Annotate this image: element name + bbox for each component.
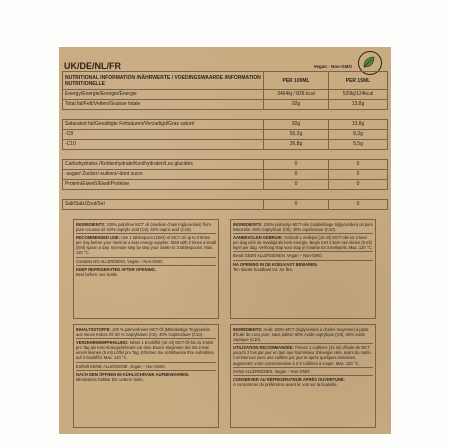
row-value-15ml: 0 [329,200,388,210]
table-row [63,120,388,130]
row-value-100ml: 0 [264,180,329,190]
section-text: 100% palmfree MCT oil (medium chain triglycerides) from pure coconut oil: 60% caprylic acid (C8), 40% capric acid (C10). [76,222,211,233]
column-per-100ml: PER 100ML [264,72,329,90]
column-per-15ml: PER 15ML [329,72,388,90]
table-row [63,100,388,110]
row-value-100ml: 0 [264,160,329,170]
row-value-15ml: 8,3g [329,130,388,140]
section-text: Nimm 1 Esslöffel (15 ml) MCT-Öl bis zu 3-Mal pro Tag als Keto-Energielieferant vor dem Essen. Beginnen Sie mit 2-mal einem kleinen (5 ml) Löffel pro Tag. Erhöhen Sie schrittweise Ihre Aufnahme auf 3 Esslöffel. Max. 120 °C. [76,340,214,361]
fr-storage: CONSERVER AU RÉFRIGÉRATEUR APRÈS OUVERTURE. À consommer de préférence avant le: voir sur la bouteille. [233,376,345,387]
table-row [63,170,388,180]
row-label: Salt/Salz/Zout/Sel [63,200,264,210]
section-text: 100% palmvrije MCT-olie (middellange triglyceriden) uit pure kokosolie: 60% Caprylzuur (C8), 40% caprinezuur (C10). [233,222,373,233]
section-heading: INGREDIENTS: [76,222,106,227]
section-heading: AANBEVOLEN GEBRUIK: [233,235,284,241]
table-row [63,130,388,140]
row-label: Total fat/Fett/Vetten/Graisse totale [63,100,264,110]
uk-recommended-use [76,234,216,257]
row-value-15ml: 13,8g [329,120,388,130]
row-label: -C10 [63,140,264,150]
nl-recommended-use [233,234,373,252]
section-heading: RECOMMENDED USE: [76,235,120,241]
table-row [63,140,388,150]
table-row [63,160,388,170]
row-label: -C8 [63,130,264,140]
product-label [59,47,391,434]
section-heading: INGREDIENTS: [233,222,263,227]
fr-allergens: SANS ALLERGÈNES. Vegan – Non-GMO. [233,368,373,376]
row-label: Protein/Eiweiß/Eiwit/Protéine [63,180,264,190]
row-value-100ml: 36,8g [264,140,329,150]
nl-ingredients [233,221,373,234]
nutrition-table [62,71,388,210]
fr-recommended-use [233,344,373,367]
table-row [63,200,388,210]
table-head-label: NUTRITIONAL INFORMATION /NÄHRWERTE / VOEDINGSWAARDE /INFORMATION NUTRITIONELLE [63,72,264,90]
section-text: Prenez 1 cuillères (15 ml) d'huile de MCT jusqu'à 3 fois par jour en tant que fournisseur d'énergie céto, avant du matin. Commencez avec une cuillère par jour et après quelques semaines, augmentez votre consommation à 2-3 cuillères à soupe. Max. 120 °C. [233,345,372,366]
row-value-15ml: 13,8g [329,100,388,110]
row-value-100ml: 92g [264,120,329,130]
row-value-15ml: 5,5g [329,140,388,150]
language-title: UK/DE/NL/FR [64,61,121,71]
nl-info-box [230,219,376,319]
section-text: 100 % palmenfreies MCT-Öl (Mittelkettige Triglyceride aus reines Kokos-Öl: 60 % Caprylsäure (C8), 40% Caprinsäure (C10). [76,327,210,338]
label-header [62,55,388,71]
table-row [63,90,388,100]
row-value-15ml: 0 [329,180,388,190]
section-text: Gebruik 1 eetlepel (15 ml) MCT-olie tot 3 keer per dag vóór de maaltijd als keto-energie. Begin met 2 keer een kleine (5 ml) lepel per dag. Verhoog stap voor stap je inname tot 3 eetlepels. Max. 120 °C. [233,235,373,251]
uk-storage: KEEP REFRIGERATED AFTER OPENING. Best before: see bottle. [76,266,156,277]
nl-storage: NA OPENING IN DE KOELKAST BEWAREN. Ten minste houdbaar tot: zie fles. [233,261,318,272]
fr-info-box [230,324,376,428]
uk-info-box [73,219,219,319]
row-label: -sugar/-Zucker/-suikers/-dont sucre [63,170,264,180]
row-value-100ml: 0 [264,170,329,180]
uk-ingredients [76,221,216,234]
section-heading: INGRÉDIENTS: [233,327,263,332]
vegan-badge: Vegan · Non-GMO [313,64,352,69]
row-label: Carbohydrates /Kohlenhydrate/Koolhydraten/Les glucides [63,160,264,170]
row-value-15ml: 0 [329,160,388,170]
section-text: Huile 100% MCT (triglycérides à chaîne moyenne) à partir d'huile de coco pure, sans palme: 60% Acide caprylique (C8), 40% Acide caprique (C10). [233,327,369,343]
row-value-15ml: 520kj/124kcal [329,90,388,100]
row-value-100ml: 0 [264,200,329,210]
row-value-100ml: 3464kj / 828 kcal [264,90,329,100]
de-storage: NACH DEM ÖFFNEN IM KÜHLSCHRANK AUFBEWAHREN. Mindestens haltbar bis: unterer Seite. [76,371,190,382]
row-value-100ml: 92g [264,100,329,110]
section-heading: INHALTSSTOFFE: [76,327,111,332]
table-header-row [63,72,388,90]
de-allergens: Enthält KEINE ALLERGENE. Vegan – Non-GMO. [76,363,216,371]
row-value-100ml: 55,2g [264,130,329,140]
de-recommended-use [76,339,216,362]
row-value-15ml: 0 [329,170,388,180]
row-label: Saturated fat/Gesättigte Fettsäuren/Verzadigd/Gras saturé [63,120,264,130]
row-label: Energy/Energie/Energie/Énergie [63,90,264,100]
de-info-box [73,324,219,428]
section-heading: VERZEHRNEMPFEHLUNG: [76,340,129,346]
section-heading: UTILISATION RECOMMANDÉE: [233,345,294,351]
uk-allergens: Contains NO ALLERGENS. Vegan – Non-GMO. [76,258,216,266]
fr-ingredients [233,326,373,344]
nl-allergens: Bevat GEEN ALLERGENEN. Vegan – Non-GMO. [233,252,373,260]
table-row [63,180,388,190]
de-ingredients [76,326,216,339]
section-text: Use 1 tablespoon (15ml) of MCT oil up to 3 times per day before your meal as a keto energy supplier. Start with 2 times a small (5ml) spoon a day. Increase step by step your intake to 3 tablespoons. Max. 120 °C. [76,235,216,256]
